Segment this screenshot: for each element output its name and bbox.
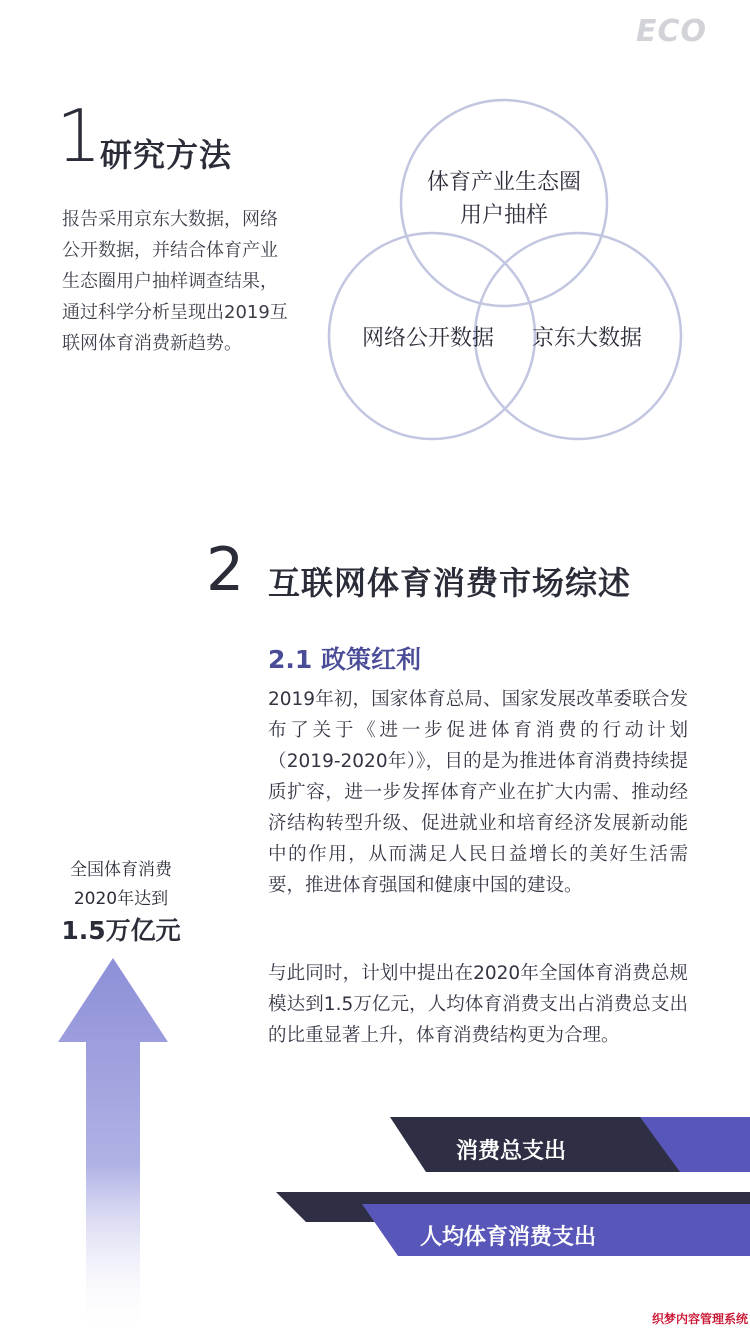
- eco-logo: ECO: [636, 14, 708, 49]
- watermark: 织梦内容管理系统: [652, 1312, 749, 1326]
- venn-label-top-line2: 用户抽样: [459, 203, 549, 228]
- expenditure-banners: [0, 1110, 750, 1260]
- venn-diagram: [320, 96, 700, 446]
- section-2-number: 2: [206, 535, 245, 605]
- section-1-description: 报告采用京东大数据，网络公开数据，并结合体育产业生态圈用户抽样调查结果，通过科学分析呈现出2019互联网体育消费新趋势。: [62, 209, 288, 354]
- banner-per-capita-expenditure: [276, 1192, 750, 1256]
- banner-total-expenditure: [390, 1117, 750, 1172]
- side-note-line3: 1.5万亿元: [61, 916, 181, 945]
- side-note-line2: 2020年达到: [73, 889, 169, 909]
- banner-total-expenditure-label: 消费总支出: [456, 1139, 567, 1164]
- side-note-line1: 全国体育消费: [70, 860, 172, 880]
- venn-label-left: 网络公开数据: [361, 326, 495, 351]
- policy-paragraph-1: 2019年初，国家体育总局、国家发展改革委联合发布了关于《进一步促进体育消费的行动计划（2019-2020年）》，目的是为推进体育消费持续提质扩容，进一步发挥体育产业在扩大内需、推动经济结构转型升级、促进就业和培育经济发展新动能中的作用，从而满足人民日益增长的美好生活需要，推进体育强国和健康中国的建设。: [268, 689, 688, 896]
- venn-label-right: 京东大数据: [531, 326, 643, 351]
- policy-paragraph-2: 与此同时，计划中提出在2020年全国体育消费总规模达到1.5万亿元，人均体育消费支出占消费总支出的比重显著上升，体育消费结构更为合理。: [268, 963, 688, 1046]
- subsection-title: 2.1 政策红利: [268, 645, 421, 674]
- venn-label-top-line1: 体育产业生态圈: [426, 170, 582, 195]
- banner-per-capita-expenditure-label: 人均体育消费支出: [420, 1225, 597, 1250]
- side-note: [46, 856, 196, 948]
- section-1-number: 1: [56, 94, 102, 178]
- section-1-title: 研究方法: [100, 136, 233, 174]
- section-2-title: 互联网体育消费市场综述: [268, 564, 632, 602]
